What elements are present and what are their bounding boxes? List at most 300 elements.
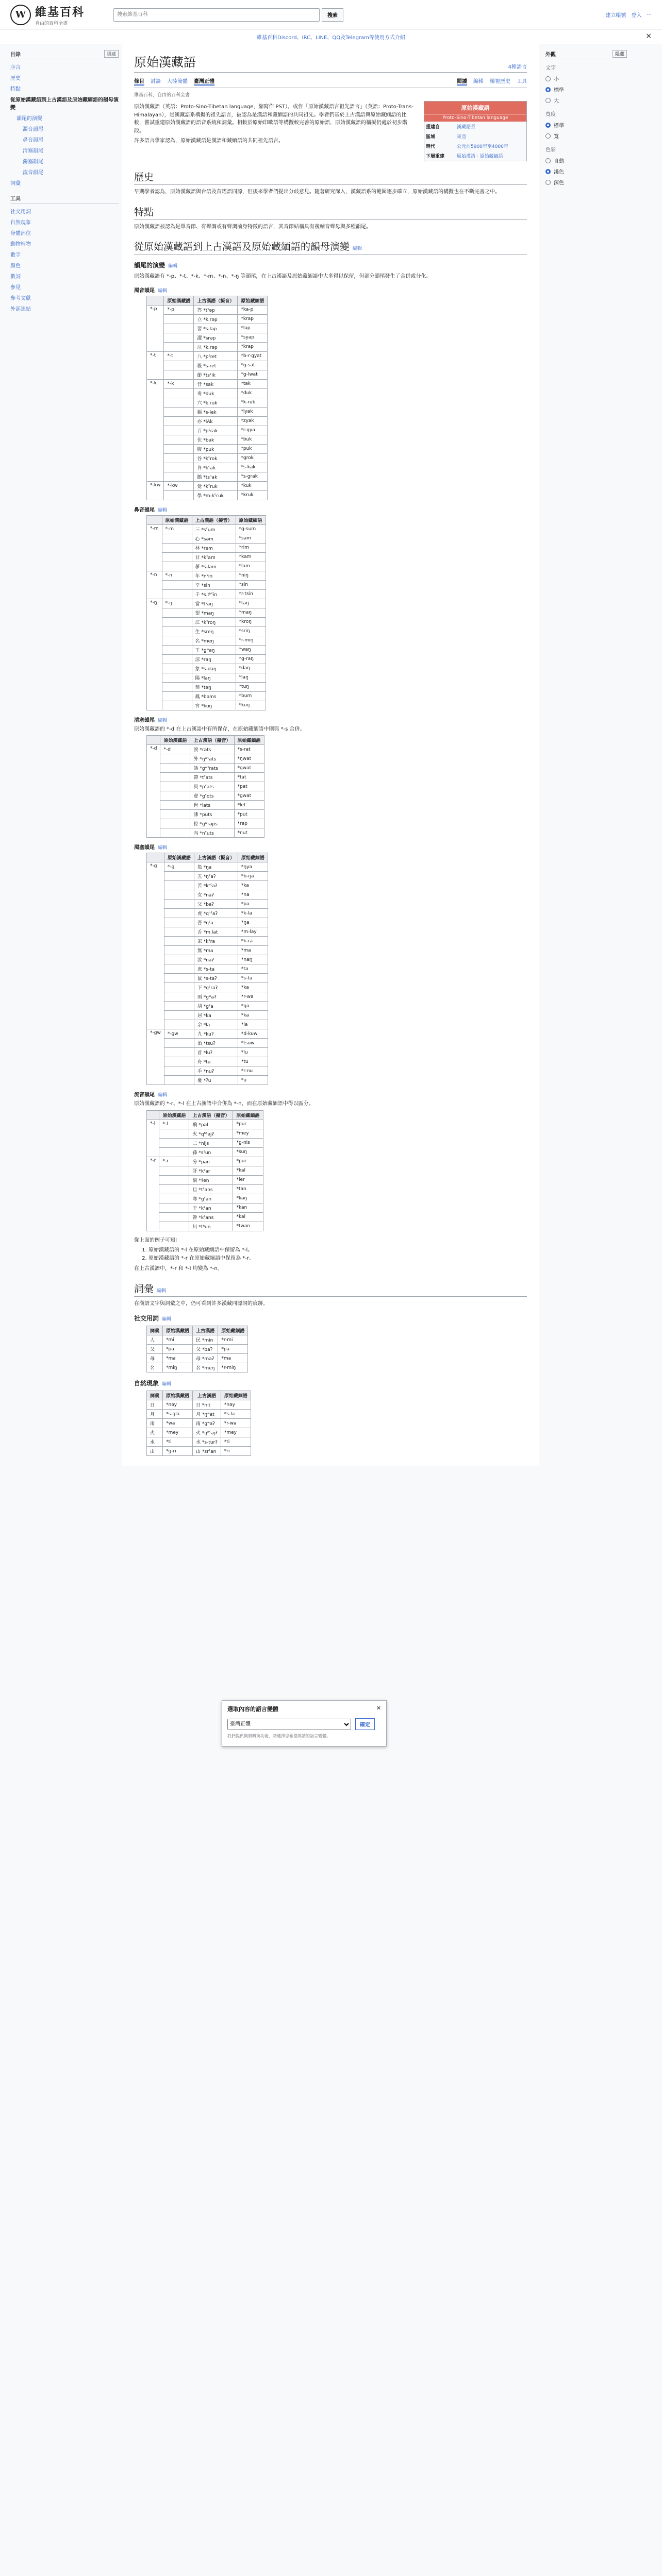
- table-cell: *r-wa: [238, 992, 268, 1002]
- table-row: [147, 1166, 263, 1175]
- tab-0[interactable]: 條目: [134, 77, 144, 86]
- tool-item[interactable]: 參考文獻: [10, 296, 31, 301]
- table-cell: [164, 946, 194, 955]
- table-header: 原始漢藏語: [164, 296, 194, 305]
- table-cell: 父: [147, 1345, 163, 1354]
- group-cell: *-m: [147, 524, 162, 571]
- table-row: [147, 580, 266, 589]
- table-cell: 肝 *kˤar: [189, 1166, 233, 1175]
- tool-item[interactable]: 自然現象: [10, 220, 31, 226]
- table-cell: *s-ta: [238, 974, 268, 983]
- action-tab-3[interactable]: 工具: [517, 79, 527, 84]
- table-cell: *s-gla: [163, 1410, 193, 1419]
- table-cell: *sam: [236, 534, 266, 543]
- toc-item[interactable]: 流音韻尾: [23, 170, 43, 176]
- radio-icon: [545, 169, 551, 174]
- table-cell: [164, 435, 194, 444]
- table-cell: [164, 937, 194, 946]
- table-cell: 名: [147, 1363, 163, 1372]
- edit-link[interactable]: 編輯: [157, 1287, 167, 1293]
- table-cell: *pur: [233, 1157, 263, 1166]
- table-cell: *pa: [163, 1345, 193, 1354]
- table-cell: [164, 453, 194, 463]
- table-cell: [164, 361, 194, 370]
- table-header: 原始漢藏語: [163, 1391, 193, 1400]
- search-input[interactable]: [113, 8, 320, 22]
- table-cell: *tsuw: [238, 1039, 268, 1048]
- site-logo[interactable]: [10, 4, 85, 26]
- site-subtitle: 自由的百科全書: [35, 21, 68, 26]
- table-cell: *k-ra: [238, 937, 268, 946]
- toc-item[interactable]: 清塞韻尾: [23, 148, 43, 154]
- table-cell: [162, 654, 192, 664]
- table-cell: 江 *kˤroŋ: [192, 617, 236, 626]
- table-row: [147, 983, 268, 992]
- table-header: 上古漢語（擬音）: [189, 1110, 233, 1120]
- table-cell: 昔 *sak: [194, 379, 238, 388]
- infobox-value[interactable]: 漢藏語系: [457, 125, 476, 130]
- group-cell: *-gw: [147, 1029, 164, 1085]
- table-cell: *-m: [162, 524, 192, 534]
- after-paragraph: 從上面的例子可知：: [134, 1237, 180, 1243]
- table-header: 原始藏緬語: [218, 1326, 248, 1335]
- table-cell: *tu: [238, 1057, 268, 1066]
- confirm-button[interactable]: 確定: [355, 1718, 375, 1730]
- table-cell: [164, 881, 194, 890]
- table-cell: *nut: [234, 828, 264, 838]
- toc-item[interactable]: 歷史: [10, 76, 21, 81]
- table-cell: *s-grak: [238, 472, 268, 481]
- table-cell: *gwat: [234, 791, 264, 801]
- section-social: 社交用詞 編輯: [134, 1315, 172, 1322]
- table-cell: 余 *la: [194, 1020, 238, 1029]
- color-option-label: 深色: [554, 180, 564, 186]
- table-row: [147, 673, 266, 682]
- table-cell: *b-ŋa: [238, 872, 268, 881]
- table-cell: 甘 *kˤam: [192, 552, 236, 562]
- table-header: 上古漢語（擬音）: [194, 296, 238, 305]
- table-row: [147, 524, 266, 534]
- table-header-row: [147, 1326, 248, 1335]
- lead-section: [134, 101, 527, 161]
- lead-paragraph-2: 許多語言學家認為，原始漢藏語是漢語和藏緬語的共同祖先語言。: [134, 138, 284, 144]
- table-row: [147, 918, 268, 927]
- radio-icon: [545, 180, 551, 185]
- tool-item[interactable]: 數字: [10, 252, 21, 258]
- tool-item[interactable]: 參見: [10, 285, 21, 291]
- table-cell: *r-wa: [221, 1419, 251, 1428]
- hide-appearance-button[interactable]: 隱藏: [613, 50, 627, 58]
- table-cell: [164, 472, 194, 481]
- close-icon[interactable]: ×: [646, 32, 652, 40]
- table-cell: [162, 534, 192, 543]
- toc-item[interactable]: 濁塞韻尾: [23, 159, 43, 165]
- text-size-option[interactable]: [545, 73, 627, 84]
- table-cell: 陽 *laŋ: [192, 673, 236, 682]
- toc-item[interactable]: 詞彙: [10, 181, 21, 187]
- table-cell: 扇 *ɬen: [189, 1175, 233, 1184]
- liquid-coda-table: [146, 1110, 263, 1231]
- table-cell: 沸 *puts: [190, 810, 234, 819]
- table-cell: 汝 *naʔ: [194, 955, 238, 964]
- list-item: 1. 原始漢藏語的 *-l 在原始藏緬語中保留為 *-l。: [148, 1246, 527, 1255]
- section-rhyme: 從原始漢藏語到上古漢語及原始藏緬語的韻母演變 編輯: [134, 239, 527, 255]
- tools-header: 工具: [10, 193, 119, 204]
- toc-list: [10, 61, 119, 188]
- table-row: [147, 1212, 263, 1222]
- table-cell: *rim: [236, 543, 266, 552]
- table-row: [147, 1175, 263, 1184]
- table-row: [147, 1002, 268, 1011]
- table-row: [147, 305, 268, 314]
- toc-item[interactable]: 特點: [10, 87, 21, 92]
- table-cell: [160, 754, 190, 764]
- search-button[interactable]: 搜索: [322, 8, 343, 22]
- table-cell: *-ŋ: [162, 599, 192, 608]
- table-row: [147, 1184, 263, 1194]
- table-cell: 憂 *ʔu: [194, 1076, 238, 1085]
- table-cell: [164, 983, 194, 992]
- section-vstop: 濁塞韻尾 編輯: [134, 845, 168, 851]
- table-header-row: [147, 736, 264, 745]
- tab-1[interactable]: 討論: [151, 79, 161, 84]
- table-cell: *g-ri: [163, 1447, 193, 1456]
- table-cell: *maŋ: [236, 608, 266, 617]
- table-cell: 分 *pən: [189, 1157, 233, 1166]
- table-row: [147, 543, 266, 552]
- page-title: 原始漢藏語 4種語言: [134, 52, 527, 73]
- table-row: [147, 1345, 248, 1354]
- table-cell: *tuŋ: [236, 682, 266, 691]
- table-header: 原始藏緬語: [221, 1391, 251, 1400]
- table-header: [147, 1110, 159, 1120]
- table-row: [147, 645, 266, 654]
- text-size-label: 文字: [545, 65, 556, 71]
- section-nature: 自然現象 編輯: [134, 1380, 172, 1387]
- table-cell: *g-nis: [233, 1138, 263, 1147]
- text-size-option[interactable]: [545, 95, 627, 106]
- user-link[interactable]: ...: [647, 11, 652, 16]
- table-cell: *ka: [238, 1011, 268, 1020]
- table-cell: 雨: [147, 1419, 163, 1428]
- table-cell: [162, 608, 192, 617]
- table-cell: [164, 426, 194, 435]
- table-cell: [164, 890, 194, 900]
- toc-item[interactable]: 鼻音韻尾: [23, 138, 43, 143]
- table-cell: *r-miŋ: [218, 1363, 248, 1372]
- table-row: [147, 426, 268, 435]
- table-cell: *ka: [238, 881, 268, 890]
- table-cell: [164, 992, 194, 1002]
- section-features: 特點: [134, 205, 527, 220]
- table-cell: *-d: [160, 745, 190, 754]
- table-cell: *ŋwat: [234, 754, 264, 764]
- table-cell: *mey: [233, 1129, 263, 1138]
- edit-link[interactable]: 編輯: [158, 845, 168, 851]
- lead-paragraph: 原始漢藏語（英語：Proto-Sino-Tibetan language，縮寫作 PST），或作「原始漢藏語言祖先語言」（英語：Proto-Trans-Himalayan），是漢藏語系構擬的祖先語言，被認為是漢語和藏緬語的共同祖先。學者們基於上古漢語與原始藏緬語的比較，嘗試重建原始漢藏語的語音系統和詞彙。相較於原始印歐語等構擬較完善的原始語，原始漢藏語的構擬仍處於初步階段。: [134, 104, 413, 134]
- table-cell: *kal: [233, 1166, 263, 1175]
- table-cell: 鼠 *s-taʔ: [194, 974, 238, 983]
- table-row: [147, 1447, 251, 1456]
- edit-link[interactable]: 編輯: [162, 1382, 172, 1387]
- tool-item[interactable]: 動物植物: [10, 242, 31, 247]
- table-cell: 望 *maŋ: [192, 608, 236, 617]
- edit-link[interactable]: 編輯: [158, 507, 168, 513]
- table-cell: 父 *baʔ: [193, 1345, 218, 1354]
- table-row: [147, 1147, 263, 1157]
- tool-item[interactable]: 外部連結: [10, 307, 31, 312]
- tool-item[interactable]: 身體部位: [10, 231, 31, 236]
- close-icon[interactable]: ✕: [376, 1705, 381, 1711]
- table-header-row: [147, 1110, 263, 1120]
- table-cell: 泣 *k.rəp: [194, 342, 238, 351]
- table-cell: [162, 701, 192, 710]
- table-cell: 九 *kuʔ: [194, 1029, 238, 1039]
- table-cell: 王 *gʷaŋ: [192, 645, 236, 654]
- table-row: [147, 937, 268, 946]
- table-cell: 舌 *m.lat: [194, 927, 238, 937]
- edit-link[interactable]: 編輯: [353, 246, 362, 251]
- tool-item[interactable]: 顏色: [10, 263, 21, 269]
- table-cell: *miŋ: [163, 1363, 193, 1372]
- table-cell: *lyak: [238, 407, 268, 416]
- table-cell: 雨 *gʷaʔ: [193, 1419, 221, 1428]
- variant-select[interactable]: [227, 1719, 351, 1730]
- table-cell: 百 *pˤrak: [194, 426, 238, 435]
- table-cell: *syap: [238, 333, 268, 342]
- table-header: 上古漢語: [193, 1391, 221, 1400]
- infobox-value[interactable]: 公元前5900年至4000年: [457, 144, 508, 149]
- table-cell: [162, 589, 192, 599]
- language-button[interactable]: 4種語言: [508, 64, 527, 70]
- table-cell: 涼 *raŋ: [192, 654, 236, 664]
- width-option[interactable]: [545, 120, 627, 130]
- toc-item[interactable]: 序言: [10, 65, 21, 71]
- color-option[interactable]: [545, 177, 627, 188]
- table-cell: [160, 828, 190, 838]
- width-option[interactable]: [545, 130, 627, 141]
- table-header: [147, 296, 164, 305]
- table-cell: *rap: [234, 819, 264, 828]
- group-cell: *-l: [147, 1120, 159, 1157]
- site-title: 維基百科: [35, 5, 85, 19]
- table-row: [147, 782, 264, 791]
- text-size-option-label: 標準: [554, 88, 564, 93]
- table-cell: [159, 1166, 189, 1175]
- table-cell: 月 *ŋʷat: [193, 1410, 221, 1419]
- table-header: [147, 736, 160, 745]
- vstop-coda-table: [146, 853, 268, 1085]
- table-cell: [162, 562, 192, 571]
- table-cell: 腹 *puk: [194, 444, 238, 453]
- table-header: 詞義: [147, 1326, 163, 1335]
- table-cell: *pa: [238, 900, 268, 909]
- table-cell: *sin: [236, 580, 266, 589]
- table-row: [147, 745, 264, 754]
- table-cell: *s-la: [221, 1410, 251, 1419]
- table-cell: [160, 764, 190, 773]
- edit-link[interactable]: 編輯: [162, 1317, 172, 1322]
- table-cell: *grok: [238, 453, 268, 463]
- table-cell: *let: [234, 801, 264, 810]
- user-links: [605, 11, 652, 19]
- action-tab-1[interactable]: 編輯: [473, 79, 484, 84]
- table-cell: [160, 773, 190, 782]
- table-row: [147, 819, 264, 828]
- infobox-value[interactable]: 原始漢語 · 原始藏緬語: [457, 154, 503, 159]
- table-cell: *m-lay: [238, 927, 268, 937]
- section-coda: 韻尾的演變 編輯: [134, 262, 178, 269]
- table-row: [147, 764, 264, 773]
- table-cell: 亦 *lAk: [194, 416, 238, 426]
- table-cell: [159, 1194, 189, 1203]
- table-cell: 年 *nˤin: [192, 571, 236, 580]
- table-cell: *pat: [234, 782, 264, 791]
- table-header: [147, 853, 164, 862]
- table-row: [147, 1076, 268, 1085]
- notice-link[interactable]: 維基百科Discord、IRC、LINE、QQ及Telegram等使用方式介紹: [257, 35, 405, 41]
- table-row: [147, 1428, 251, 1437]
- table-cell: 山: [147, 1447, 163, 1456]
- infobox-row: [424, 122, 526, 131]
- variant-tab-1[interactable]: 臺灣正體: [194, 77, 214, 86]
- table-row: [147, 701, 266, 710]
- table-cell: *zyak: [238, 416, 268, 426]
- table-cell: *-kw: [164, 481, 194, 490]
- table-cell: 酒 *tsuʔ: [194, 1039, 238, 1048]
- table-row: [147, 626, 266, 636]
- table-cell: 六 *k.ruk: [194, 398, 238, 407]
- table-cell: *kal: [233, 1212, 263, 1222]
- table-row: [147, 791, 264, 801]
- edit-link[interactable]: 編輯: [158, 718, 168, 723]
- toc-item[interactable]: 韻尾的演變: [16, 116, 42, 122]
- table-row: [147, 617, 266, 626]
- section-nasal: 鼻音韻尾 編輯: [134, 507, 168, 513]
- table-cell: *lap: [238, 324, 268, 333]
- table-cell: *s-kak: [238, 463, 268, 472]
- table-cell: *twan: [233, 1222, 263, 1231]
- table-cell: *kan: [233, 1203, 263, 1212]
- toc-item[interactable]: 濁音韻尾: [23, 127, 43, 132]
- table-row: [147, 453, 268, 463]
- table-cell: 蒸 *təŋ: [192, 682, 236, 691]
- table-cell: 舟 *tu: [194, 1057, 238, 1066]
- table-cell: 錫 *s-lek: [194, 407, 238, 416]
- table-cell: 千 *s.tʰˤin: [192, 589, 236, 599]
- nasal-coda-table: [146, 515, 266, 710]
- table-row: [147, 589, 266, 599]
- table-cell: 吾 *ŋˤa: [194, 918, 238, 927]
- edit-link[interactable]: 編輯: [168, 264, 178, 269]
- action-tab-2[interactable]: 檢視歷史: [490, 79, 510, 84]
- table-row: [147, 608, 266, 617]
- table-cell: [164, 490, 194, 500]
- table-cell: 伏 *bək: [194, 435, 238, 444]
- radio-icon: [545, 87, 551, 92]
- user-link[interactable]: 登入: [631, 13, 642, 19]
- infobox: [424, 101, 527, 161]
- table-cell: 母 *məʔ: [193, 1354, 218, 1363]
- table-cell: [164, 964, 194, 974]
- table-cell: *ga: [238, 1002, 268, 1011]
- toc-item[interactable]: 從原始漢藏語到上古漢語及原始藏緬語的韻母演變: [10, 97, 119, 111]
- table-cell: *-g: [164, 862, 194, 872]
- features-paragraph: 原始漢藏語被認為是單音節、有聲調或有聲調前身特徵的語言，其音節結構具有複輔音聲母與多種韻尾。: [134, 224, 371, 230]
- table-cell: [162, 552, 192, 562]
- tool-item[interactable]: 社交用詞: [10, 209, 31, 215]
- variant-tab-0[interactable]: 大陸簡體: [167, 79, 188, 84]
- table-header: 原始藏緬語: [233, 1110, 263, 1120]
- color-option[interactable]: [545, 155, 627, 166]
- group-cell: *-g: [147, 862, 164, 1029]
- table-row: [147, 398, 268, 407]
- table-cell: 淚 *rəts: [190, 745, 234, 754]
- table-cell: 當 *tˤaŋ: [192, 599, 236, 608]
- dialog-title: 選取內容的語言變體: [227, 1706, 278, 1713]
- table-cell: *naŋ: [238, 955, 268, 964]
- table-header: 原始藏緬語: [238, 296, 268, 305]
- infobox-value[interactable]: 東亞: [457, 134, 467, 140]
- table-cell: [164, 1011, 194, 1020]
- table-cell: 二 *nijs: [189, 1138, 233, 1147]
- color-option[interactable]: [545, 166, 627, 177]
- table-row: [147, 481, 268, 490]
- edit-link[interactable]: 編輯: [158, 288, 168, 294]
- text-size-option[interactable]: [545, 84, 627, 95]
- table-row: [147, 388, 268, 398]
- table-header: [147, 515, 162, 524]
- edit-link[interactable]: 編輯: [158, 1093, 168, 1098]
- top-bar: [0, 0, 662, 30]
- table-cell: *s-rat: [234, 745, 264, 754]
- table-row: [147, 552, 266, 562]
- table-cell: *mey: [221, 1428, 251, 1437]
- section-voiced: 濁音韻尾 編輯: [134, 287, 168, 294]
- table-cell: [162, 664, 192, 673]
- group-cell: *-p: [147, 305, 164, 351]
- table-cell: *pa: [218, 1345, 248, 1354]
- table-cell: 無 *ma: [194, 946, 238, 955]
- table-row: [147, 1048, 268, 1057]
- table-header-row: [147, 296, 268, 305]
- dialog-note: 我們提供簡繁轉換功能，請選擇您希望閱讀的語言變體。: [227, 1734, 330, 1738]
- table-row: [147, 333, 268, 342]
- table-header: 原始漢藏語: [159, 1110, 189, 1120]
- after-paragraph-2: 在上古漢語中，*-r 和 *-l 均變為 *-n。: [134, 1266, 223, 1272]
- color-option-label: 淺色: [554, 170, 564, 175]
- table-row: [147, 890, 268, 900]
- site-sub: 維基百科，自由的百科全書: [134, 93, 190, 98]
- table-cell: [162, 673, 192, 682]
- infobox-title: 原始漢藏語: [424, 101, 526, 114]
- table-cell: [160, 791, 190, 801]
- user-link[interactable]: 建立帳號: [605, 13, 626, 19]
- table-row: [147, 1203, 263, 1212]
- table-cell: *lu: [238, 1048, 268, 1057]
- text-size-option-label: 小: [554, 77, 559, 82]
- action-tab-0[interactable]: 閱讀: [457, 77, 467, 86]
- table-cell: [159, 1212, 189, 1222]
- tool-item[interactable]: 數詞: [10, 274, 21, 280]
- table-row: [147, 654, 266, 664]
- hide-toc-button[interactable]: 隱藏: [104, 50, 119, 58]
- table-row: [147, 444, 268, 453]
- table-cell: [162, 682, 192, 691]
- table-cell: *ma: [238, 946, 268, 955]
- table-row: [147, 664, 266, 673]
- table-header-row: [147, 853, 268, 862]
